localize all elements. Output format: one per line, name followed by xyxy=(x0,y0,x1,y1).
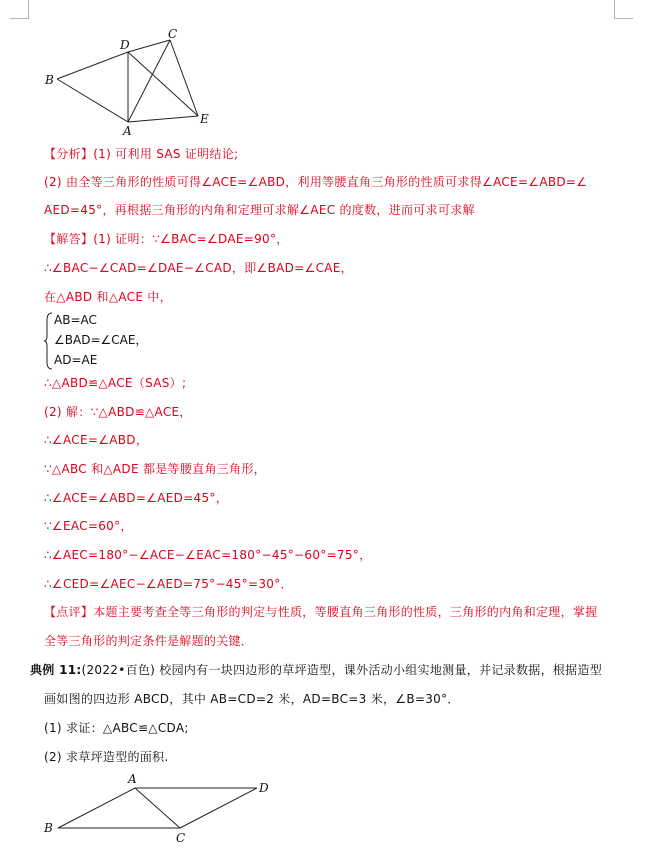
segment-BA xyxy=(57,79,128,122)
label-C: C xyxy=(168,27,178,41)
label-B: B xyxy=(45,73,54,87)
label-D: D xyxy=(259,781,269,795)
analysis-line-1: 【分析】(1) 可利用 SAS 证明结论; xyxy=(44,147,239,161)
example-11-line-2: 画如图的四边形 ABCD，其中 AB=CD=2 米，AD=BC=3 米，∠B=30°． xyxy=(44,692,460,706)
system-row-1: AB=AC xyxy=(54,313,97,327)
segment-AC xyxy=(135,788,180,828)
part2-line-7: ∴∠CED=∠AEC−∠AED=75°−45°=30°． xyxy=(44,577,293,591)
segment-BD xyxy=(57,52,128,79)
segment-DE xyxy=(128,52,198,116)
part2-line-2: ∴∠ACE=∠ABD， xyxy=(44,433,149,447)
part2-line-3: ∵△ABC 和△ADE 都是等腰直角三角形， xyxy=(44,462,266,476)
geometry-figure-2 xyxy=(40,770,280,845)
segment-AE xyxy=(128,116,198,122)
part2-line-4: ∴∠ACE=∠ABD=∠AED=45°， xyxy=(44,491,229,505)
segment-CD xyxy=(180,788,257,828)
page-corner-mark-right xyxy=(614,0,633,19)
answer-line-3: 在△ABD 和△ACE 中， xyxy=(44,290,172,304)
example-11-text-1: (2022•百色) 校园内有一块四边形的草坪造型，课外活动小组实地测量，并记录数据，根据造型 xyxy=(81,663,603,677)
geometry-figure-1 xyxy=(40,24,220,139)
segment-DC xyxy=(128,40,170,52)
label-D: D xyxy=(120,38,130,52)
analysis-line-3: AED=45°，再根据三角形的内角和定理可求解∠AEC 的度数，进而可求可求解 xyxy=(44,203,475,217)
label-B: B xyxy=(44,821,53,835)
page-corner-mark-left xyxy=(10,0,29,19)
part2-line-6: ∴∠AEC=180°−∠ACE−∠EAC=180°−45°−60°=75°， xyxy=(44,548,372,562)
system-row-2: ∠BAD=∠CAE， xyxy=(54,333,148,347)
system-row-3: AD=AE xyxy=(54,353,98,367)
left-brace-icon xyxy=(44,312,54,370)
analysis-line-2: (2) 由全等三角形的性质可得∠ACE=∠ABD，利用等腰直角三角形的性质可求得∠ACE=∠ABD=∠ xyxy=(44,175,588,189)
label-C: C xyxy=(176,831,186,845)
example-11-title: 典例 11: xyxy=(30,663,82,677)
example-11-question-1: (1) 求证：△ABC≌△CDA; xyxy=(44,721,189,735)
part2-line-5: ∵∠EAC=60°， xyxy=(44,519,133,533)
segment-AC xyxy=(128,40,170,122)
segment-AB xyxy=(58,788,135,828)
answer-line-2: ∴∠BAC−∠CAD=∠DAE−∠CAD，即∠BAD=∠CAE， xyxy=(44,261,353,275)
answer-line-1: 【解答】(1) 证明：∵∠BAC=∠DAE=90°， xyxy=(44,232,289,246)
equation-system xyxy=(44,312,154,370)
answer-line-4: ∴△ABD≌△ACE（SAS）; xyxy=(44,376,187,390)
part2-line-1: (2) 解：∵△ABD≌△ACE， xyxy=(44,405,192,419)
label-A: A xyxy=(128,772,137,786)
comment-line-2: 全等三角形的判定条件是解题的关键． xyxy=(44,634,254,648)
label-A: A xyxy=(123,124,132,138)
label-E: E xyxy=(200,112,209,126)
segment-CE xyxy=(170,40,198,116)
example-11-question-2: (2) 求草坪造型的面积. xyxy=(44,750,169,764)
example-11-line-1 xyxy=(30,661,602,679)
comment-line-1: 【点评】本题主要考查全等三角形的判定与性质，等腰直角三角形的性质，三角形的内角和定理，掌握 xyxy=(44,605,598,619)
